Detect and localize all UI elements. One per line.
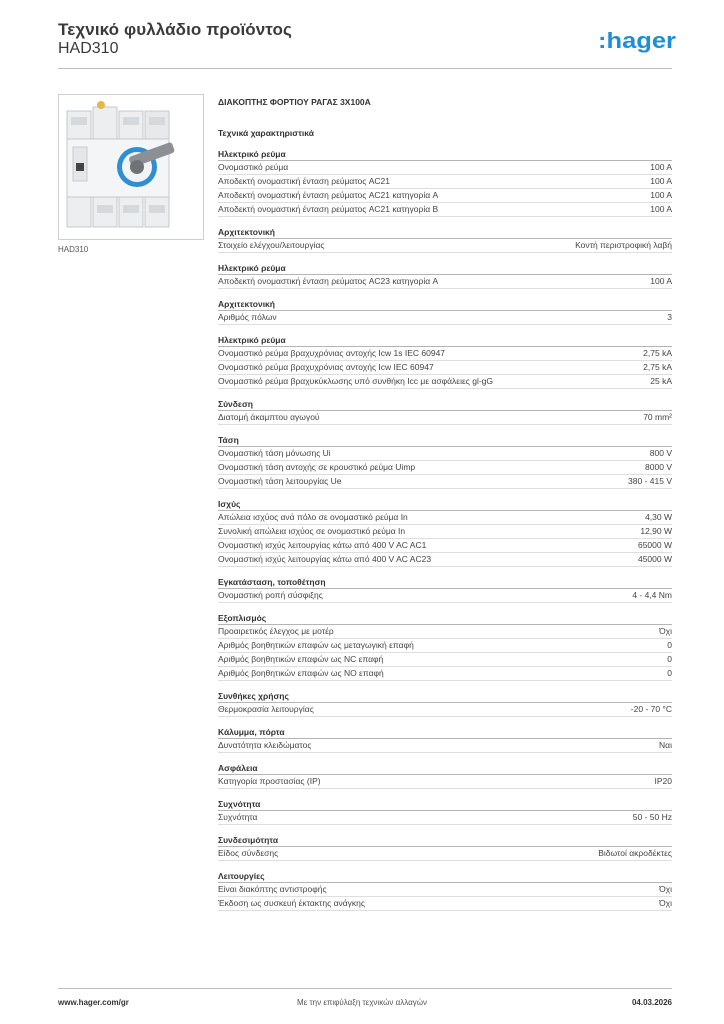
spec-group-title: Ισχύς (218, 498, 672, 511)
spec-row (218, 883, 672, 897)
spec-group (218, 334, 672, 389)
spec-group-title: Κάλυμμα, πόρτα (218, 726, 672, 739)
spec-value: 2,75 kA (643, 348, 672, 358)
spec-value: 800 V (649, 448, 672, 458)
spec-label: Ονομαστική ισχύς λειτουργίας κάτω από 400 V AC AC23 (218, 554, 432, 564)
footer-date: 04.03.2026 (631, 998, 672, 1007)
spec-row (218, 375, 672, 389)
spec-group (218, 226, 672, 253)
spec-label: Δυνατότητα κλειδώματος (218, 740, 312, 750)
hager-logo-text: :hager (598, 28, 677, 53)
spec-row (218, 811, 672, 825)
spec-label: Αριθμός βοηθητικών επαφών ως NC επαφή (218, 654, 384, 664)
spec-value: Όχι (659, 898, 672, 908)
spec-label: Συχνότητα (218, 812, 258, 822)
spec-group (218, 298, 672, 325)
spec-row (218, 739, 672, 753)
footer-website[interactable]: www.hager.com/gr (58, 998, 129, 1007)
spec-group (218, 762, 672, 789)
footer-divider (58, 988, 672, 989)
spec-value: 65000 W (637, 540, 672, 550)
spec-row (218, 553, 672, 567)
spec-group (218, 148, 672, 217)
spec-value: Ναι (659, 740, 672, 750)
spec-label: Αριθμός βοηθητικών επαφών ως NO επαφή (218, 668, 384, 678)
spec-label: Ονομαστική τάση αντοχής σε κρουστικό ρεύμα Uimp (218, 462, 416, 472)
spec-row (218, 447, 672, 461)
spec-group (218, 834, 672, 861)
spec-label: Αποδεκτή ονομαστική ένταση ρεύματος AC23 κατηγορία A (218, 276, 439, 286)
spec-value: 0 (667, 654, 672, 664)
spec-group-title: Τάση (218, 434, 672, 447)
spec-group (218, 498, 672, 567)
spec-row (218, 475, 672, 489)
spec-groups (218, 148, 672, 911)
spec-value: 3 (667, 312, 672, 322)
spec-row (218, 347, 672, 361)
spec-label: Είναι διακόπτης αντιστροφής (218, 884, 327, 894)
spec-group-title: Συνθήκες χρήσης (218, 690, 672, 703)
spec-group-title: Ηλεκτρικό ρεύμα (218, 262, 672, 275)
spec-row (218, 361, 672, 375)
spec-group (218, 690, 672, 717)
spec-label: Ονομαστική τάση λειτουργίας Ue (218, 476, 342, 486)
spec-group-title: Ηλεκτρικό ρεύμα (218, 148, 672, 161)
spec-row (218, 239, 672, 253)
spec-label: Είδος σύνδεσης (218, 848, 279, 858)
spec-label: Θερμοκρασία λειτουργίας (218, 704, 314, 714)
spec-value: 4,30 W (645, 512, 672, 522)
spec-label: Κατηγορία προστασίας (IP) (218, 776, 321, 786)
spec-row (218, 161, 672, 175)
section-title: Τεχνικά χαρακτηριστικά (218, 128, 314, 138)
spec-row (218, 175, 672, 189)
header-divider (58, 68, 672, 69)
spec-row (218, 525, 672, 539)
spec-group (218, 434, 672, 489)
spec-label: Διατομή άκαμπτου αγωγού (218, 412, 320, 422)
spec-group-title: Συχνότητα (218, 798, 672, 811)
spec-label: Ονομαστικό ρεύμα βραχυκύκλωσης υπό συνθήκη Icc με ασφάλειες gl-gG (218, 376, 494, 386)
spec-group-title: Εξοπλισμός (218, 612, 672, 625)
spec-label: Ονομαστική ισχύς λειτουργίας κάτω από 400 V AC AC1 (218, 540, 427, 550)
product-image-caption: HAD310 (58, 245, 89, 254)
spec-value: IP20 (654, 776, 672, 786)
spec-value: 380 - 415 V (628, 476, 672, 486)
spec-row (218, 667, 672, 681)
hager-logo (598, 28, 678, 56)
spec-group-title: Ασφάλεια (218, 762, 672, 775)
spec-group-title: Λειτουργίες (218, 870, 672, 883)
spec-row (218, 411, 672, 425)
spec-label: Ονομαστικό ρεύμα (218, 162, 289, 172)
spec-row (218, 203, 672, 217)
spec-group-title: Αρχιτεκτονική (218, 298, 672, 311)
spec-group (218, 262, 672, 289)
spec-group (218, 798, 672, 825)
spec-row (218, 311, 672, 325)
spec-group (218, 576, 672, 603)
spec-value: 0 (667, 668, 672, 678)
spec-value: Κοντή περιστροφική λαβή (575, 240, 672, 250)
spec-value: 2,75 kA (643, 362, 672, 372)
spec-label: Στοιχείο ελέγχου/λειτουργίας (218, 240, 325, 250)
footer-note: Με την επιφύλαξη τεχνικών αλλαγών (297, 998, 427, 1007)
spec-value: 8000 V (645, 462, 672, 472)
spec-row (218, 461, 672, 475)
spec-value: 100 A (650, 176, 672, 186)
spec-row (218, 539, 672, 553)
spec-label: Απώλεια ισχύος ανά πόλο σε ονομαστικό ρεύμα In (218, 512, 408, 522)
spec-group-title: Αρχιτεκτονική (218, 226, 672, 239)
spec-label: Ονομαστικό ρεύμα βραχυχρόνιας αντοχής Icw 1s IEC 60947 (218, 348, 446, 358)
spec-value: 50 - 50 Hz (632, 812, 672, 822)
spec-label: Συνολική απώλεια ισχύος σε ονομαστικό ρεύμα In (218, 526, 406, 536)
spec-label: Ονομαστικό ρεύμα βραχυχρόνιας αντοχής Icw IEC 60947 (218, 362, 434, 372)
spec-value: 25 kA (650, 376, 672, 386)
spec-label: Έκδοση ως συσκευή έκτακτης ανάγκης (218, 898, 366, 908)
product-name: ΔΙΑΚΟΠΤΗΣ ΦΟΡΤΙΟΥ ΡΑΓΑΣ 3Χ100Α (218, 97, 371, 107)
spec-group-title: Εγκατάσταση, τοποθέτηση (218, 576, 672, 589)
spec-value: 100 A (650, 190, 672, 200)
spec-row (218, 847, 672, 861)
spec-label: Προαιρετικός έλεγχος με μοτέρ (218, 626, 334, 636)
spec-value: 100 A (650, 204, 672, 214)
spec-row (218, 589, 672, 603)
spec-value: 100 A (650, 276, 672, 286)
spec-value: 0 (667, 640, 672, 650)
spec-value: Βιδωτοί ακροδέκτες (598, 848, 672, 858)
spec-group-title: Σύνδεση (218, 398, 672, 411)
spec-value: 45000 W (637, 554, 672, 564)
spec-value: Όχι (659, 884, 672, 894)
spec-label: Αριθμός βοηθητικών επαφών ως μεταγωγική επαφή (218, 640, 414, 650)
spec-row (218, 625, 672, 639)
spec-value: 12,90 W (640, 526, 672, 536)
spec-area (218, 96, 672, 911)
spec-row (218, 897, 672, 911)
spec-group (218, 398, 672, 425)
spec-row (218, 703, 672, 717)
spec-row (218, 511, 672, 525)
document-title: Τεχνικό φυλλάδιο προϊόντος (58, 20, 292, 39)
spec-row (218, 189, 672, 203)
spec-label: Αριθμός πόλων (218, 312, 277, 322)
spec-label: Ονομαστική τάση μόνωσης Ui (218, 448, 331, 458)
product-code: HAD310 (58, 40, 119, 57)
spec-group-title: Συνδεσιμότητα (218, 834, 672, 847)
spec-label: Ονομαστική ροπή σύσφιξης (218, 590, 323, 600)
spec-row (218, 653, 672, 667)
spec-group-title: Ηλεκτρικό ρεύμα (218, 334, 672, 347)
spec-value: Όχι (659, 626, 672, 636)
spec-value: 100 A (650, 162, 672, 172)
spec-label: Αποδεκτή ονομαστική ένταση ρεύματος AC21 κατηγορία A (218, 190, 439, 200)
spec-group (218, 870, 672, 911)
spec-value: -20 - 70 °C (630, 704, 672, 714)
product-image (58, 94, 204, 240)
spec-row (218, 275, 672, 289)
spec-row (218, 639, 672, 653)
spec-label: Αποδεκτή ονομαστική ένταση ρεύματος AC21 (218, 176, 391, 186)
spec-label: Αποδεκτή ονομαστική ένταση ρεύματος AC21 κατηγορία B (218, 204, 439, 214)
spec-group (218, 612, 672, 681)
spec-group (218, 726, 672, 753)
spec-row (218, 775, 672, 789)
spec-value: 4 - 4,4 Nm (632, 590, 672, 600)
spec-value: 70 mm² (643, 412, 672, 422)
